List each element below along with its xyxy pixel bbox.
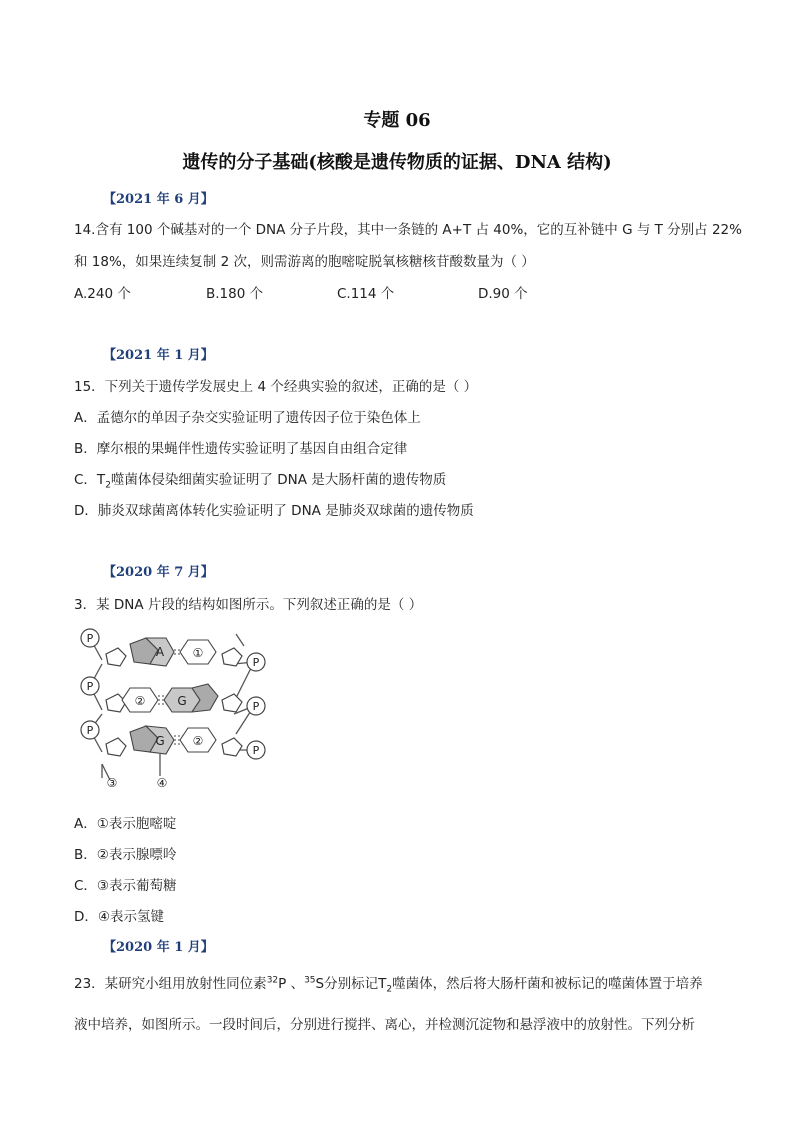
section-date: 【2021 年 6 月】 bbox=[103, 192, 214, 207]
question-line: 液中培养，如图所示。一段时间后，分别进行搅拌、离心，并检测沉淀物和悬浮液中的放射性。下列分析 bbox=[74, 1017, 695, 1033]
text: 噬菌体，然后将大肠杆菌和被标记的噬菌体置于培养 bbox=[392, 976, 703, 992]
marker-3: ③ bbox=[106, 776, 118, 790]
question-line: 和 18%，如果连续复制 2 次，则需游离的胞嘧啶脱氧核糖核苷酸数量为（ ） bbox=[74, 254, 535, 270]
sugar-pentagon bbox=[106, 694, 126, 712]
base-label-g: G bbox=[177, 694, 187, 708]
option-c-prefix: C．T bbox=[74, 472, 106, 488]
base-label-a: A bbox=[155, 645, 165, 659]
option-b: B.180 个 bbox=[206, 286, 264, 302]
base-label-g: G bbox=[155, 734, 165, 748]
option-c-text: 噬菌体侵染细菌实验证明了 DNA 是大肠杆菌的遗传物质 bbox=[110, 472, 447, 488]
phosphate-label: P bbox=[86, 724, 94, 737]
option-a: A.240 个 bbox=[74, 286, 131, 302]
option-b: B．②表示腺嘌呤 bbox=[74, 847, 177, 863]
marker-1: ① bbox=[192, 646, 204, 660]
text: 23．某研究小组用放射性同位素 bbox=[74, 976, 267, 992]
section-date: 【2021 年 1 月】 bbox=[103, 348, 214, 363]
page-title: 专题 06 bbox=[363, 110, 431, 131]
option-d: D.90 个 bbox=[478, 286, 528, 302]
phosphate-label: P bbox=[252, 700, 260, 713]
option-a: A．①表示胞嘧啶 bbox=[74, 816, 177, 832]
dna-structure-figure bbox=[76, 624, 271, 794]
marker-2: ② bbox=[192, 734, 204, 748]
section-date: 【2020 年 1 月】 bbox=[103, 940, 214, 955]
option-c: C．③表示葡萄糖 bbox=[74, 878, 177, 894]
question-line: 3．某 DNA 片段的结构如图所示。下列叙述正确的是（ ） bbox=[74, 597, 423, 613]
option-c bbox=[74, 468, 446, 491]
superscript: 32 bbox=[266, 975, 279, 986]
question-line: 15．下列关于遗传学发展史上 4 个经典实验的叙述，正确的是（ ） bbox=[74, 379, 478, 395]
page-subtitle: 遗传的分子基础(核酸是遗传物质的证据、DNA 结构) bbox=[182, 152, 612, 173]
marker-4: ④ bbox=[156, 776, 168, 790]
sugar-pentagon bbox=[222, 738, 242, 756]
question-line bbox=[74, 972, 703, 995]
sugar-pentagon bbox=[106, 648, 126, 666]
sugar-pentagon bbox=[106, 738, 126, 756]
phosphate-label: P bbox=[86, 632, 94, 645]
text: S分别标记 bbox=[315, 976, 379, 992]
subscript: 2 bbox=[105, 480, 111, 491]
phosphate-label: P bbox=[252, 744, 260, 757]
marker-2: ② bbox=[134, 694, 146, 708]
subscript: 2 bbox=[386, 984, 393, 995]
option-d: D．肺炎双球菌离体转化实验证明了 DNA 是肺炎双球菌的遗传物质 bbox=[74, 503, 474, 519]
option-c: C.114 个 bbox=[337, 286, 395, 302]
text: T bbox=[378, 976, 387, 992]
sugar-pentagon bbox=[222, 694, 242, 712]
superscript: 35 bbox=[304, 975, 316, 986]
section-date: 【2020 年 7 月】 bbox=[103, 565, 214, 580]
option-a: A．孟德尔的单因子杂交实验证明了遗传因子位于染色体上 bbox=[74, 410, 421, 426]
phosphate-label: P bbox=[86, 680, 94, 693]
option-d: D．④表示氢键 bbox=[74, 909, 164, 925]
question-line: 14.含有 100 个碱基对的一个 DNA 分子片段，其中一条链的 A+T 占 40%，它的互补链中 G 与 T 分别占 22% bbox=[74, 222, 742, 238]
phosphate-label: P bbox=[252, 656, 260, 669]
text: P 、 bbox=[278, 976, 305, 992]
option-b: B．摩尔根的果蝇伴性遗传实验证明了基因自由组合定律 bbox=[74, 441, 408, 457]
